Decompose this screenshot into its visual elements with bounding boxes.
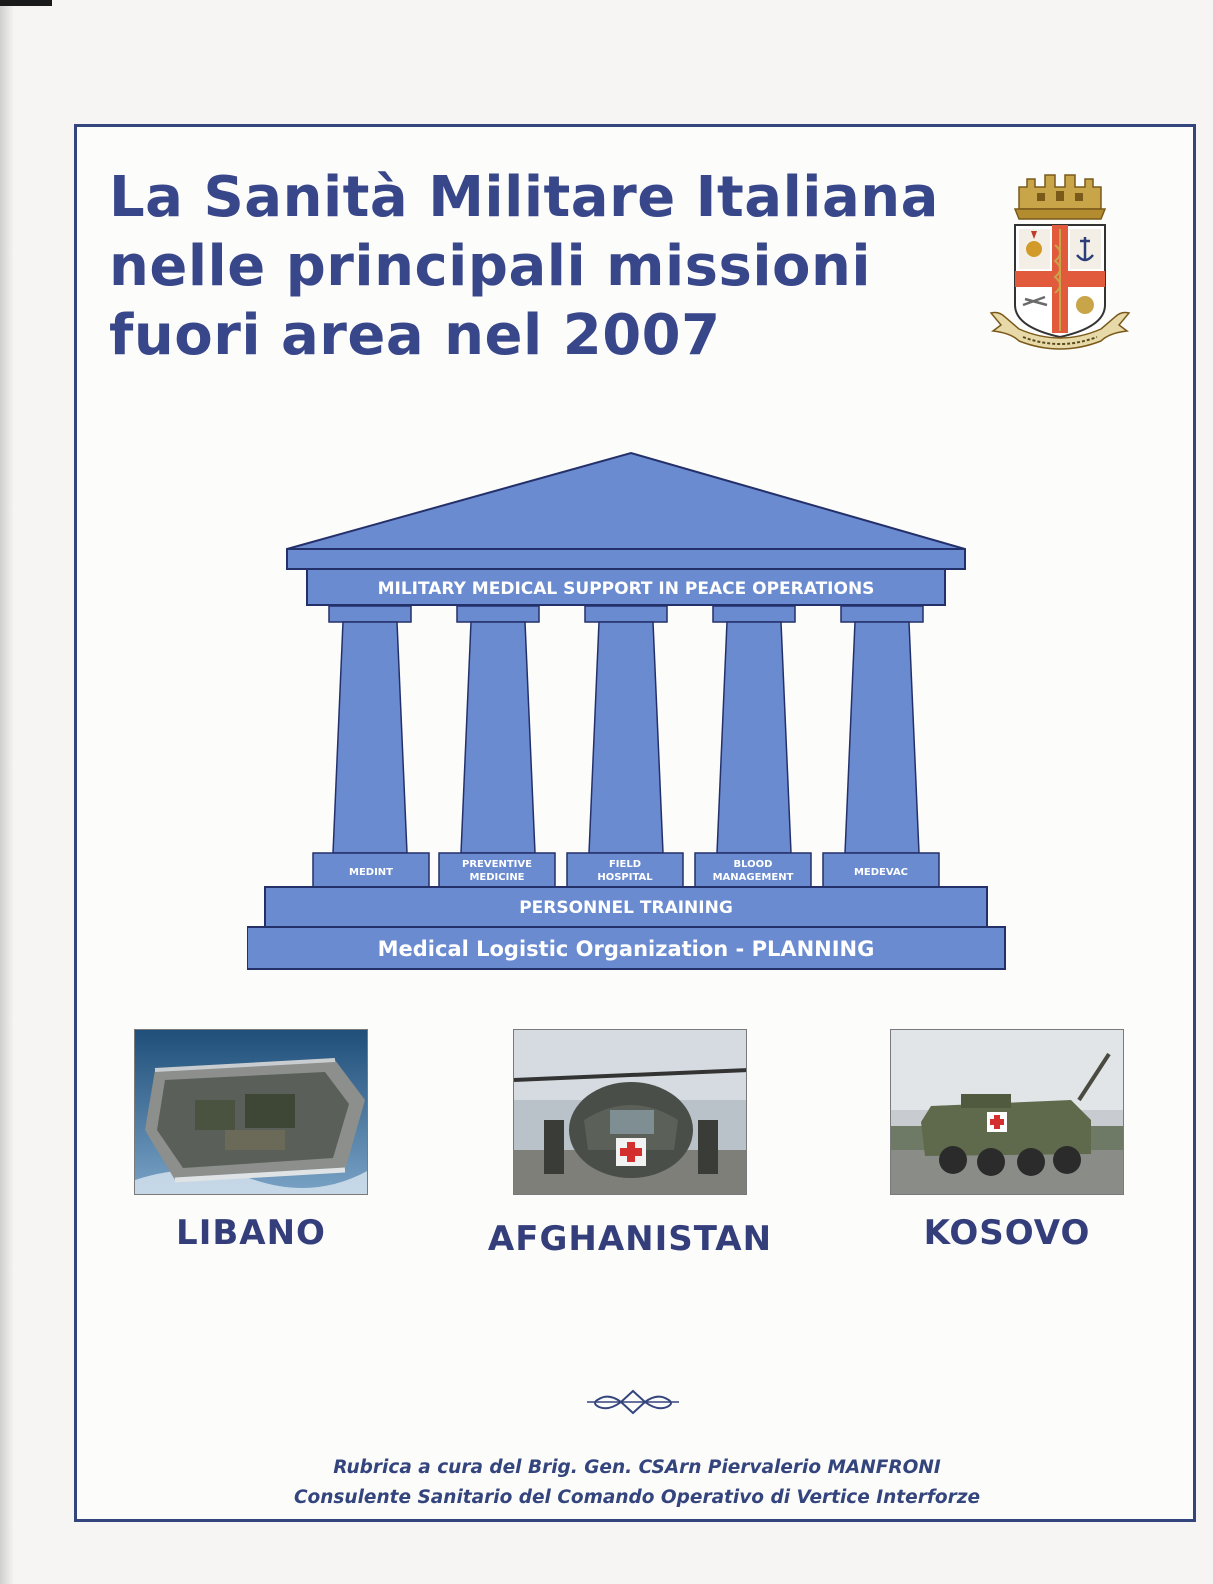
pillar-label-3-line-2: HOSPITAL xyxy=(597,872,653,883)
capital-3 xyxy=(585,606,667,622)
title-line-3: fuori area nel 2007 xyxy=(109,303,721,368)
pillar-label-4-line-2: MANAGEMENT xyxy=(712,872,794,883)
capital-1 xyxy=(329,606,411,622)
pillar-label-5-line-1: MEDEVAC xyxy=(853,867,909,878)
column-1 xyxy=(333,622,407,853)
credits-line-1: Rubrica a cura del Brig. Gen. CSArn Piervalerio MANFRONI xyxy=(333,1457,941,1478)
title-line-1: La Sanità Militare Italiana xyxy=(109,165,939,230)
military-health-coat-of-arms-emblem xyxy=(989,165,1131,355)
kosovo-armored-vehicle-photo xyxy=(890,1029,1124,1195)
page-frame xyxy=(74,124,1196,1522)
page-title xyxy=(109,163,969,370)
pillar-label-4-line-1: BLOOD xyxy=(733,859,773,870)
temple-pediment xyxy=(287,453,965,569)
shield xyxy=(1015,225,1105,337)
libano-ship-photo xyxy=(134,1029,368,1195)
medical-support-temple-diagram xyxy=(247,451,1017,971)
column-4 xyxy=(717,622,791,853)
mission-label-afghanistan: AFGHANISTAN xyxy=(487,1219,773,1259)
decorative-ornament-icon xyxy=(585,1387,681,1417)
capital-4 xyxy=(713,606,795,622)
entablature-label: MILITARY MEDICAL SUPPORT IN PEACE OPERATIONS xyxy=(377,579,875,599)
pillar-label-2-line-2: MEDICINE xyxy=(469,872,525,883)
capital-5 xyxy=(841,606,923,622)
pillar-label-3-line-1: FIELD xyxy=(608,859,642,870)
mission-label-libano: LIBANO xyxy=(176,1213,326,1253)
mission-label-kosovo: KOSOVO xyxy=(923,1213,1091,1253)
column-5 xyxy=(845,622,919,853)
capital-2 xyxy=(457,606,539,622)
base-label: Medical Logistic Organization - PLANNING xyxy=(377,937,875,961)
page-gutter-shadow xyxy=(0,0,14,1584)
column-3 xyxy=(589,622,663,853)
author-credits xyxy=(177,1453,1097,1513)
credits-line-2: Consulente Sanitario del Comando Operativo di Vertice Interforze xyxy=(293,1487,981,1508)
scan-corner-mark xyxy=(0,0,52,6)
pillar-label-2-line-1: PREVENTIVE xyxy=(462,859,532,870)
upper-step-label: PERSONNEL TRAINING xyxy=(519,898,733,918)
pillar-label-1-line-1: MEDINT xyxy=(349,867,393,878)
column-2 xyxy=(461,622,535,853)
title-line-2: nelle principali missioni xyxy=(109,234,872,299)
afghanistan-helicopter-photo xyxy=(513,1029,747,1195)
turreted-crown xyxy=(1015,175,1105,219)
